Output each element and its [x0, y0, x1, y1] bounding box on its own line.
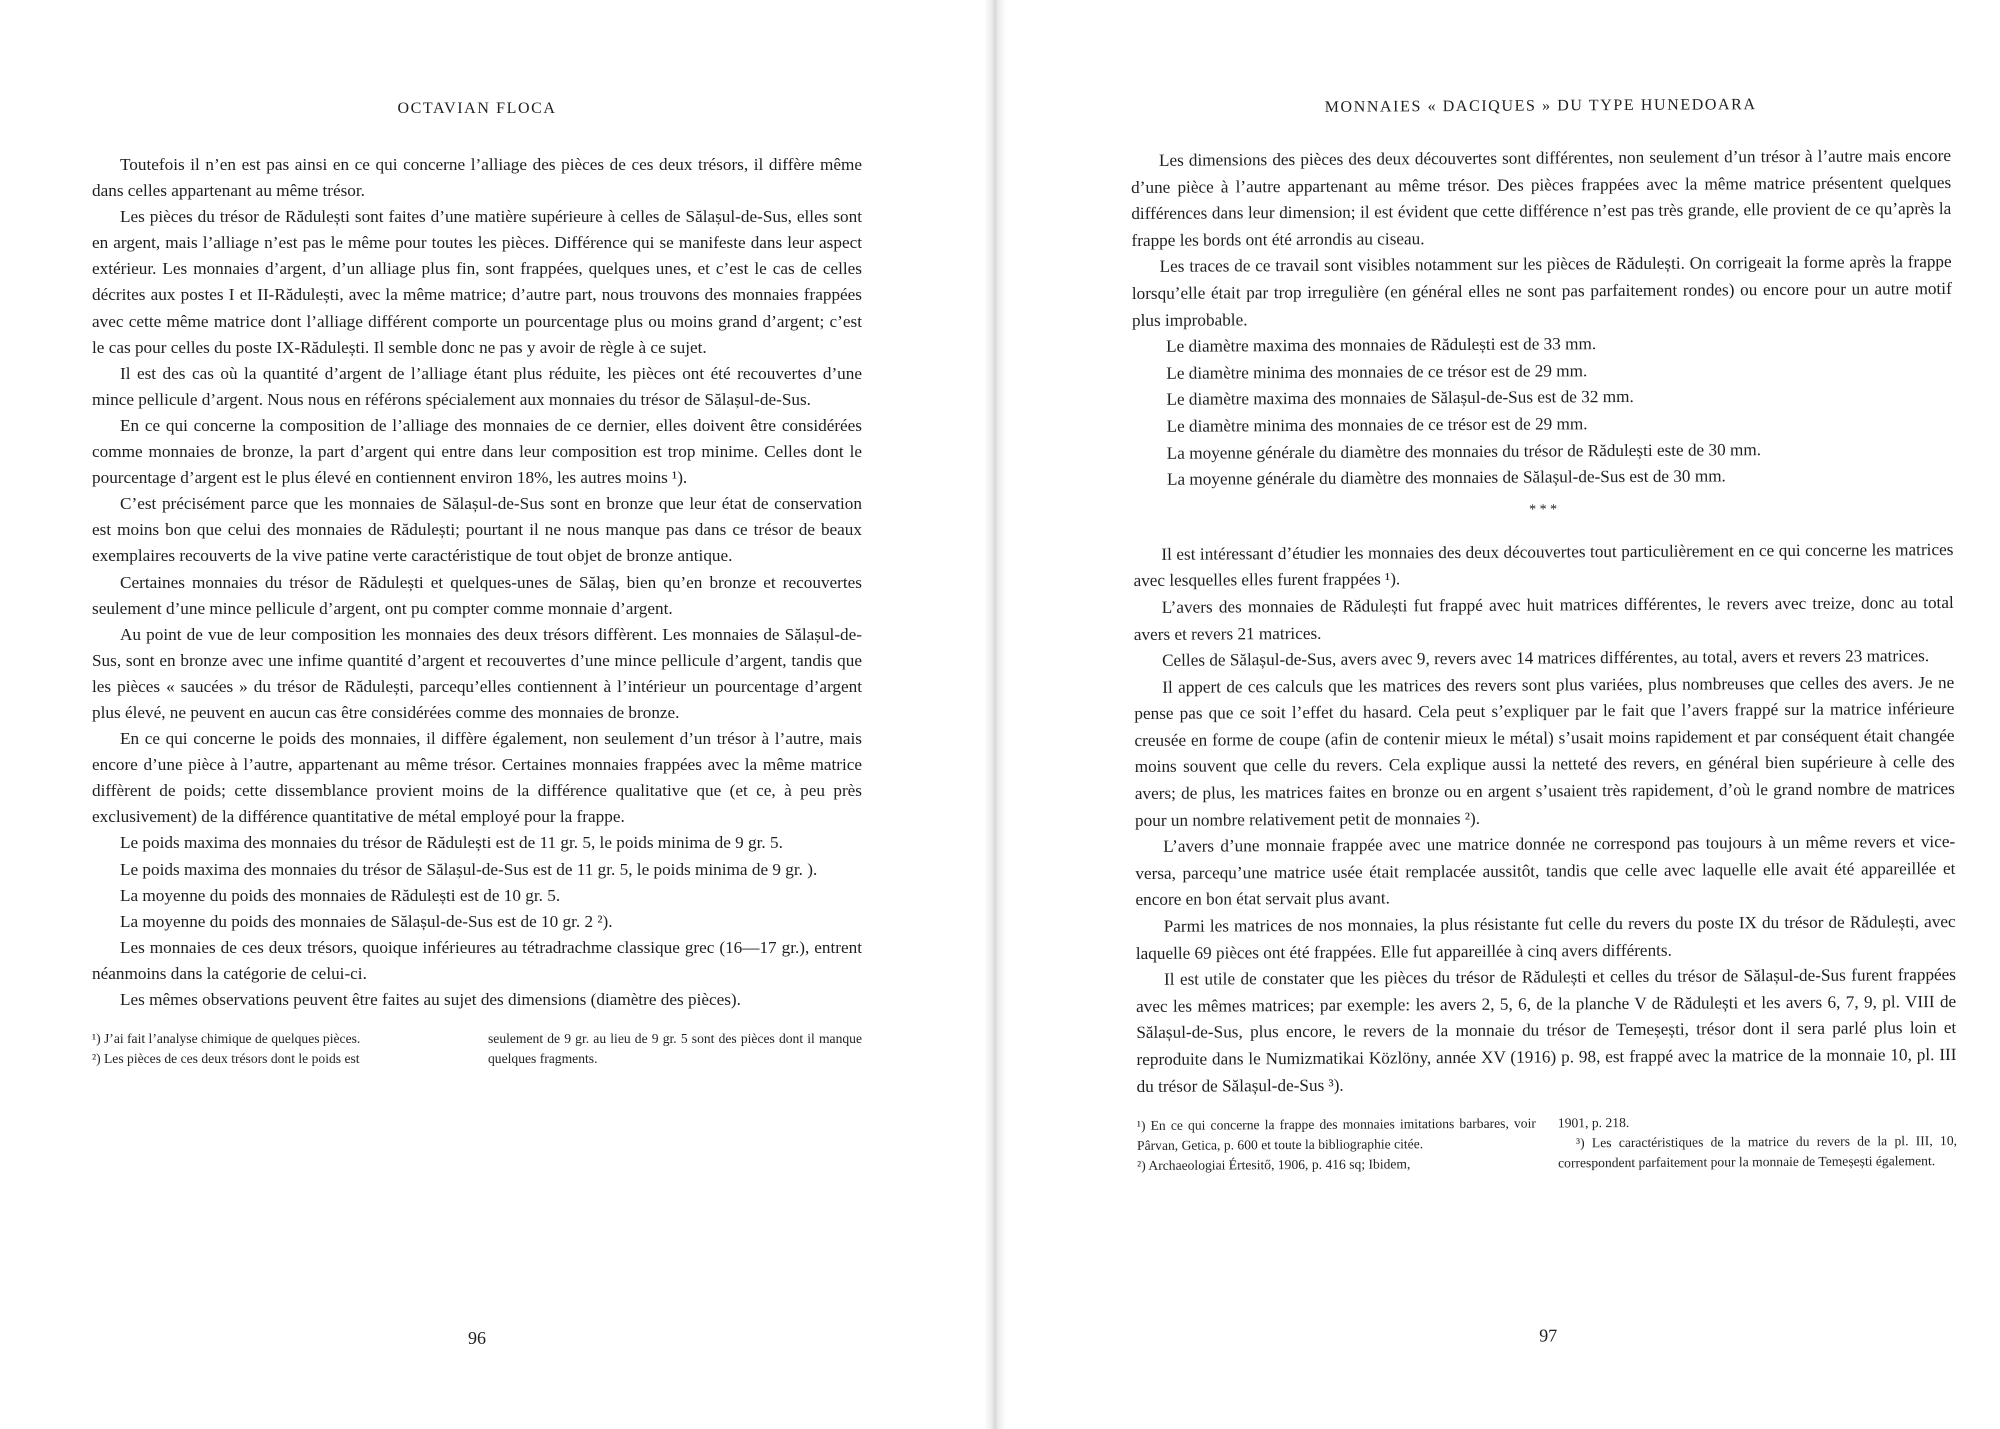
right-footnote-1: ¹) En ce qui concerne la frappe des monnaies imitations barbares, voir Pârvan, Getica, p. 600 et toute la bibliographie citée. — [1136, 1115, 1536, 1154]
right-paragraph-7: L’avers d’une monnaie frappée avec une matrice donnée ne correspond pas toujours à un même revers et vice-versa, parcequ’une matrice usée était remplacée aussitôt, tandis que celle avec laquelle elle avait été appareillée et encore en bon état servait plus avant. — [1135, 832, 1956, 910]
right-paragraph-3: Il est intéressant d’étudier les monnaies des deux découvertes tout particulièrement en ce qui concerne les matrices avec lesquelles elles furent frappées ¹). — [1133, 539, 1954, 591]
left-paragraph-8: En ce qui concerne le poids des monnaies, il diffère également, non seulement d’un trésor à l’autre, mais encore d’une pièce à l’autre, appartenant au même trésor. Certaines monnaies frappées avec la même matrice diffèrent de poids; cette dissemblance provient moins de la différence qualitative que (et ce, à peu près exclusivement) de la différence quantitative de métal employé pour la frappe. — [92, 729, 862, 827]
right-footnotes-column-2 — [1558, 1111, 1957, 1173]
left-paragraph-1: Toutefois il n’en est pas ainsi en ce qui concerne l’alliage des pièces de ces deux trésors, il diffère même dans celles appartenant au même trésor. — [92, 155, 862, 201]
left-footnotes-column-2 — [488, 1029, 862, 1069]
right-paragraph-4: L’avers des monnaies de Rădulești fut frappé avec huit matrices différentes, le revers avec treize, donc au total avers et revers 21 matrices. — [1133, 592, 1954, 644]
right-paragraph-9: Il est utile de constater que les pièces du trésor de Rădulești et celles du trésor de Sălașul-de-Sus furent frappées avec les mêmes matrices; par exemple: les avers 2, 5, 6, de la planche V de Rădulești et les avers 6, 7, 9, pl. VIII de Sălașul-de-Sus, plus encore, le revers de la monnaie du trésor de Temeșești, trésor dont il sera parlé plus loin et reproduite dans le Numizmatikai Közlöny, année XV (1916) p. 98, est frappé avec la matrice de la monnaie 10, pl. III du trésor de Sălașul-de-Sus ³). — [1136, 965, 1957, 1096]
left-paragraph-2: Les pièces du trésor de Rădulești sont faites d’une matière supérieure à celles de Sălașul-de-Sus, elles sont en argent, mais l’alliage n’est pas le même pour toutes les pièces. Différence qui se manifeste dans leur aspect extérieur. Les monnaies d’argent, d’un alliage plus fin, sont frappées, quelques unes, et c’est le cas de celles décrites aux postes I et II-Rădulești, avec la même matrice; d’autre part, nous trouvons des monnaies frappées avec cette même matrice dont l’alliage différent comporte un pourcentage plus ou moins grand d’argent; c’est le cas pour celles du poste IX-Rădulești. Il semble donc ne pas y avoir de règle à ce sujet. — [92, 207, 862, 357]
right-footnote-3: ³) Les caractéristiques de la matrice du revers de la pl. III, 10, correspondent parfaitement pour la monnaie de Temeșești également. — [1558, 1133, 1958, 1171]
measurement-line-4: Le diamètre minima des monnaies de ce trésor est de 29 mm. — [1166, 414, 1588, 436]
left-paragraph-6: Certaines monnaies du trésor de Rădulești et quelques-unes de Sălaș, bien qu’en bronze et recouvertes seulement d’une mince pellicule d’argent, ont pu compter comme monnaie d’argent. — [92, 572, 862, 618]
left-paragraph-11: La moyenne du poids des monnaies de Rădulești est de 10 gr. 5. — [120, 885, 561, 905]
right-paragraph-1: Les dimensions des pièces des deux découvertes sont différentes, non seulement d’un trésor à l’autre mais encore d’une pièce à l’autre appartenant au même trésor. Des pièces frappées avec la même matrice présentent quelques différences dans leur dimension; il est évident que cette différence n’est pas très grande, elle provient de ce qu’après la frappe les bords ont été arrondis au ciseau. — [1131, 145, 1952, 250]
right-paragraph-5: Celles de Sălașul-de-Sus, avers avec 9, revers avec 14 matrices différentes, au total, avers et revers 23 matrices. — [1161, 646, 1930, 670]
right-page-number: 97 — [1539, 1325, 1558, 1346]
left-paragraph-3: Il est des cas où la quantité d’argent de l’alliage étant plus réduite, les pièces ont été recouvertes d’une mince pellicule d’argent. Nous nous en référons spécialement aux monnaies du trésor de Sălașul-de-Sus. — [92, 363, 862, 409]
measurement-line-5: La moyenne générale du diamètre des monnaies du trésor de Rădulești este de 30 mm. — [1166, 439, 1762, 463]
left-footnote-2: ²) Les pièces de ces deux trésors dont le poids est — [92, 1051, 360, 1067]
right-footnote-2-continued: 1901, p. 218. — [1557, 1115, 1630, 1131]
right-paragraph-2: Les traces de ce travail sont visibles notamment sur les pièces de Rădulești. On corrigeait la forme après la frappe lorsqu’elle était par trop irregulière (en général elles ne sont pas parfaitement rondes) ou encore pour un autre motif plus improbable. — [1131, 252, 1952, 330]
measurement-line-3: Le diamètre maxima des monnaies de Sălașul-de-Sus est de 32 mm. — [1166, 387, 1634, 410]
left-paragraph-10: Le poids maxima des monnaies du trésor de Sălașul-de-Sus est de 11 gr. 5, le poids minima de 9 gr. ). — [120, 859, 818, 879]
left-page-body — [92, 152, 862, 1013]
left-footnotes — [92, 1029, 862, 1069]
measurement-line-2: Le diamètre minima des monnaies de ce trésor est de 29 mm. — [1166, 360, 1588, 383]
right-running-head: MONNAIES « DACIQUES » DU TYPE HUNEDOARA — [1324, 96, 1757, 116]
right-page — [1130, 0, 1959, 1429]
measurement-line-6: La moyenne générale du diamètre des monnaies de Sălașul-de-Sus est de 30 mm. — [1166, 466, 1726, 489]
left-footnote-2-continued: seulement de 9 gr. au lieu de 9 gr. 5 sont des pièces dont il manque quelques fragments. — [488, 1031, 862, 1067]
left-paragraph-4: En ce qui concerne la composition de l’alliage des monnaies de ce dernier, elles doivent être considérées comme monnaies de bronze, la part d’argent qui entre dans leur composition est trop minime. Celles dont le pourcentage d’argent est le plus élevé en contiennent environ 18%, les autres moins ¹). — [92, 415, 862, 488]
right-page-body — [1131, 143, 1957, 1100]
left-paragraph-7: Au point de vue de leur composition les monnaies des deux trésors diffèrent. Les monnaies de Sălașul-de-Sus, sont en bronze avec une infime quantité d’argent et recouvertes d’une mince pellicule d’argent, tandis que les pièces « saucées » du trésor de Rădulești, parcequ’elles contiennent à l’intérieur un pourcentage d’argent plus élevé, ne peuvent en aucun cas être considérées comme des monnaies de bronze. — [92, 624, 862, 722]
asterism-divider: * * * — [1529, 502, 1558, 518]
book-gutter — [984, 0, 1006, 1429]
left-running-head: OCTAVIAN FLOCA — [397, 100, 557, 117]
left-paragraph-14: Les mêmes observations peuvent être faites au sujet des dimensions (diamètre des pièces). — [120, 990, 741, 1009]
right-footnotes-column-1 — [1137, 1114, 1536, 1176]
right-footnotes — [1137, 1111, 1957, 1176]
left-paragraph-9: Le poids maxima des monnaies du trésor de Rădulești est de 11 gr. 5, le poids minima de 9 gr. 5. — [120, 833, 783, 853]
left-footnote-1: ¹) J’ai fait l’analyse chimique de quelques pièces. — [92, 1031, 361, 1047]
right-paragraph-8: Parmi les matrices de nos monnaies, la plus résistante fut celle du revers du poste IX du trésor de Rădulești, avec laquelle 69 pièces ont été frappées. Elle fut appareillée à cinq avers différents. — [1135, 912, 1956, 963]
left-page-number: 96 — [468, 1328, 486, 1348]
right-paragraph-6: Il appert de ces calculs que les matrices des revers sont plus variées, plus nombreuses que celles des avers. Je ne pense pas que ce soit l’effet du hasard. Cela peut s’expliquer par le fait que l’avers frappé sur la matrice inférieure creusée en forme de coupe (afin de contenir mieux le métal) s’usait moins rapidement et par conséquent était changée moins souvent que celle du revers. Cela explique aussi la netteté des revers, en général bien supérieure à celle des avers; de plus, les matrices faites en bronze ou en argent s’usaient très rapidement, d’où le grand nombre de matrices pour un nombre relativement petit de monnaies ²). — [1134, 672, 1955, 830]
left-footnotes-column-1 — [92, 1029, 466, 1069]
measurement-line-1: Le diamètre maxima des monnaies de Rădulești est de 33 mm. — [1166, 334, 1597, 356]
left-paragraph-12: La moyenne du poids des monnaies de Sălașul-de-Sus est de 10 gr. 2 ²). — [120, 911, 613, 931]
left-paragraph-13: Les monnaies de ces deux trésors, quoique inférieures au tétradrachme classique grec (16—17 gr.), entrent néanmoins dans la catégorie de celui-ci. — [92, 937, 862, 983]
left-page — [92, 0, 862, 1429]
right-footnote-2: ²) Archaeologiai Értesitő, 1906, p. 416 sq; Ibidem, — [1137, 1156, 1411, 1174]
left-paragraph-5: C’est précisément parce que les monnaies de Sălașul-de-Sus sont en bronze que leur état de conservation est moins bon que celui des monnaies de Rădulești; pourtant il ne nous manque pas dans ce trésor de beaux exemplaires recouverts de la vive patine verte caractéristique de tout objet de bronze antique. — [92, 494, 862, 566]
